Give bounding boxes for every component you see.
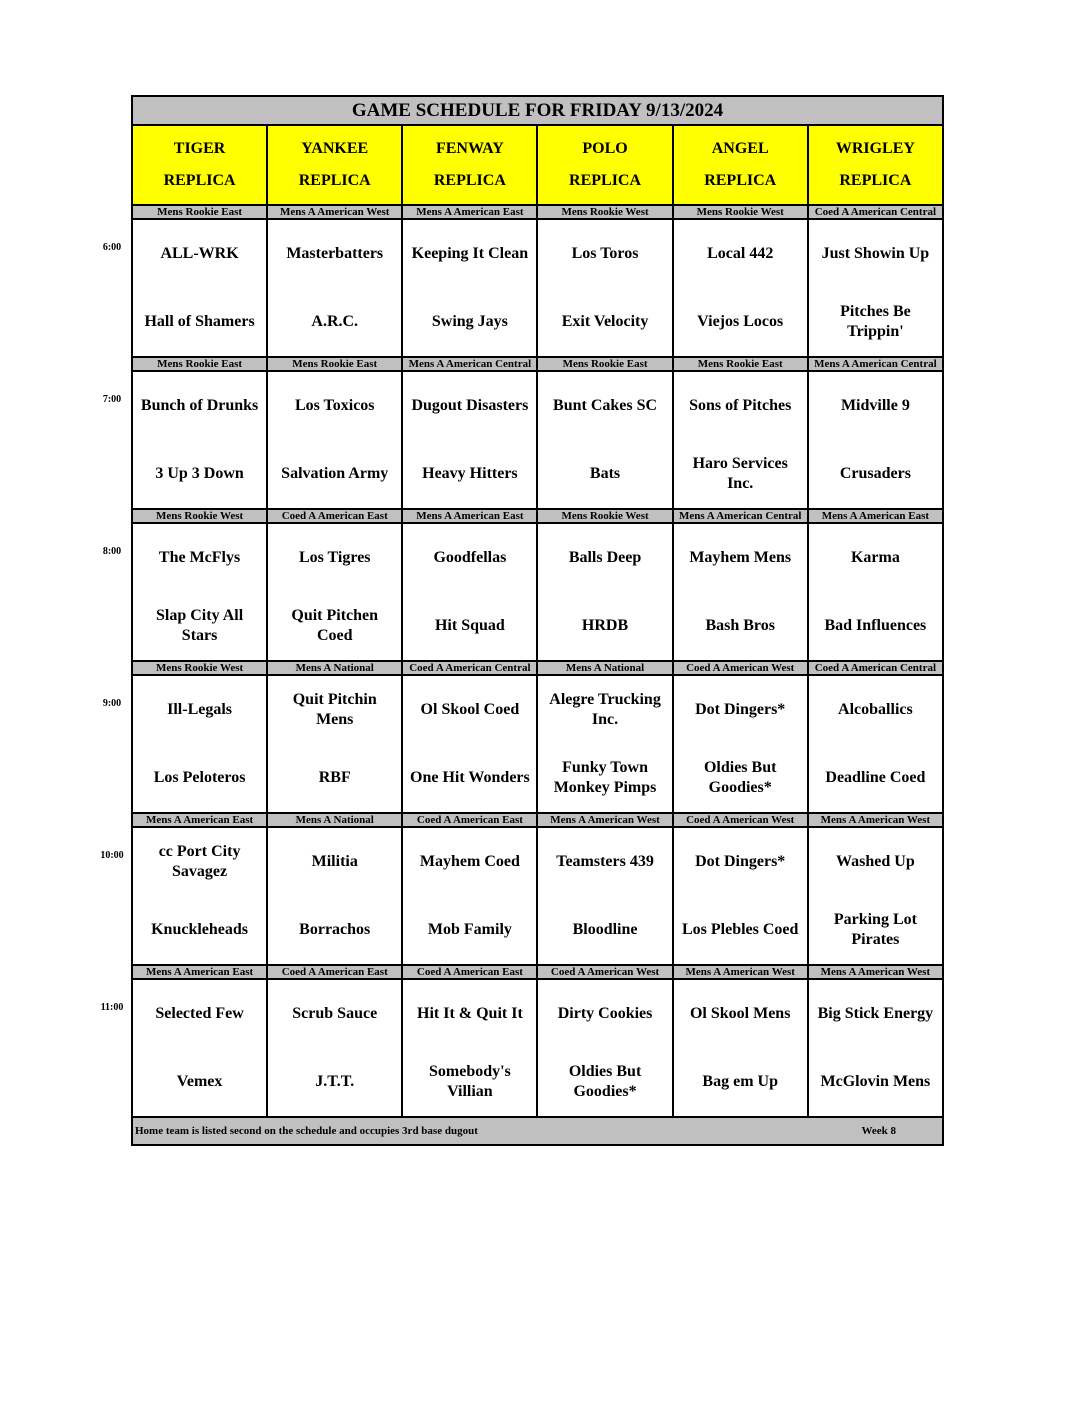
matchup-cell — [267, 371, 402, 509]
matchup-cell — [673, 523, 808, 661]
away-team: Los Tigres — [298, 549, 371, 566]
home-team: Salvation Army — [281, 465, 389, 482]
matchup-cell — [808, 979, 943, 1117]
home-team: Bag em Up — [702, 1073, 778, 1090]
field-header: YANKEE REPLICA — [267, 125, 402, 205]
away-team: Quit Pitchin Mens — [292, 691, 377, 728]
home-team: Bash Bros — [705, 617, 775, 634]
home-team: Hit Squad — [434, 617, 505, 634]
home-team: Borrachos — [299, 921, 371, 938]
away-team: Ol Skool Mens — [689, 1005, 791, 1022]
field-header: ANGEL REPLICA — [673, 125, 808, 205]
division-label: Mens A American Central — [808, 357, 943, 371]
division-label: Mens A American Central — [402, 357, 537, 371]
division-label: Mens A American West — [673, 965, 808, 979]
matchup-cell — [402, 827, 537, 965]
division-row — [132, 965, 943, 979]
matchup-cell — [402, 979, 537, 1117]
matchup-cell — [402, 675, 537, 813]
division-label: Coed A American East — [402, 965, 537, 979]
away-team: Teamsters 439 — [556, 853, 654, 870]
time-label: 7:00 — [102, 394, 122, 405]
division-label: Coed A American East — [402, 813, 537, 827]
division-label: Mens A American East — [132, 813, 267, 827]
schedule-table — [131, 95, 944, 1146]
away-team: Keeping It Clean — [411, 245, 529, 262]
division-label: Mens A National — [537, 661, 672, 675]
home-team: Slap City All Stars — [156, 607, 244, 644]
home-team: HRDB — [581, 617, 629, 634]
home-team: Pitches Be Trippin' — [840, 303, 911, 340]
home-team: Oldies But Goodies* — [568, 1063, 642, 1100]
away-team: Scrub Sauce — [292, 1005, 378, 1022]
away-team: Alegre Trucking Inc. — [549, 691, 661, 728]
matchup-cell — [673, 979, 808, 1117]
division-row — [132, 661, 943, 675]
home-team: A.R.C. — [311, 313, 359, 330]
division-label: Mens Rookie East — [132, 205, 267, 219]
time-label: 6:00 — [102, 242, 122, 253]
footer-note: Home team is listed second on the schedule and occupies 3rd base dugout — [135, 1125, 478, 1137]
away-team: Karma — [850, 549, 900, 566]
away-team: Dot Dingers* — [695, 701, 786, 718]
home-team: Viejos Locos — [697, 313, 784, 330]
field-header: FENWAY REPLICA — [402, 125, 537, 205]
schedule-title: GAME SCHEDULE FOR FRIDAY 9/13/2024 — [132, 96, 943, 125]
matchup-cell — [402, 219, 537, 357]
matchup-cell — [267, 979, 402, 1117]
away-team: Bunch of Drunks — [140, 397, 259, 414]
away-team: Alcoballics — [838, 701, 913, 718]
division-label: Coed A American Central — [808, 661, 943, 675]
away-team: Just Showin Up — [821, 245, 930, 262]
away-team: Dot Dingers* — [695, 853, 786, 870]
home-team: Crusaders — [839, 465, 911, 482]
time-label: 10:00 — [100, 850, 124, 861]
field-header: WRIGLEY REPLICA — [808, 125, 943, 205]
away-team: Selected Few — [155, 1005, 244, 1022]
away-team: Washed Up — [836, 853, 915, 870]
away-team: Sons of Pitches — [689, 397, 792, 414]
division-label: Coed A American Central — [808, 205, 943, 219]
away-team: Dirty Cookies — [557, 1005, 653, 1022]
division-label: Mens Rookie West — [537, 205, 672, 219]
home-team: Bad Influences — [824, 617, 927, 634]
matchup-cell — [132, 979, 267, 1117]
away-team: Mayhem Mens — [689, 549, 792, 566]
home-team: Los Peloteros — [153, 769, 246, 786]
home-team: Deadline Coed — [825, 769, 926, 786]
home-team: J.T.T. — [315, 1073, 355, 1090]
division-label: Mens A American East — [402, 509, 537, 523]
division-label: Mens A American West — [267, 205, 402, 219]
time-label: 8:00 — [102, 546, 122, 557]
away-team: Dugout Disasters — [411, 397, 529, 414]
division-label: Mens A American West — [808, 965, 943, 979]
matchup-cell — [132, 371, 267, 509]
footer-bar — [132, 1117, 943, 1145]
division-label: Mens A American East — [808, 509, 943, 523]
division-label: Mens A American East — [402, 205, 537, 219]
division-label: Mens Rookie West — [132, 509, 267, 523]
matchup-cell — [673, 371, 808, 509]
matchup-cell — [808, 371, 943, 509]
home-team: Knuckleheads — [151, 921, 249, 938]
division-label: Mens A American West — [537, 813, 672, 827]
matchup-row — [132, 523, 943, 661]
matchup-cell — [808, 827, 943, 965]
division-label: Coed A American East — [267, 509, 402, 523]
home-team: 3 Up 3 Down — [155, 465, 244, 482]
home-team: McGlovin Mens — [820, 1073, 931, 1090]
away-team: Militia — [311, 853, 358, 870]
away-team: Goodfellas — [433, 549, 507, 566]
division-label: Mens Rookie West — [673, 205, 808, 219]
division-label: Mens Rookie East — [132, 357, 267, 371]
matchup-cell — [673, 827, 808, 965]
away-team: The McFlys — [158, 549, 241, 566]
division-label: Mens Rookie East — [537, 357, 672, 371]
away-team: Mayhem Coed — [419, 853, 520, 870]
matchup-cell — [132, 523, 267, 661]
away-team: Local 442 — [707, 245, 774, 262]
away-team: Masterbatters — [286, 245, 384, 262]
division-label: Mens Rookie East — [673, 357, 808, 371]
matchup-cell — [808, 675, 943, 813]
time-slots — [132, 205, 943, 1117]
division-label: Mens A American East — [132, 965, 267, 979]
home-team: Oldies But Goodies* — [703, 759, 777, 796]
matchup-row — [132, 219, 943, 357]
home-team: Somebody's Villian — [428, 1063, 511, 1100]
home-team: Hall of Shamers — [144, 313, 255, 330]
matchup-cell — [132, 219, 267, 357]
division-label: Mens Rookie West — [132, 661, 267, 675]
matchup-row — [132, 979, 943, 1117]
division-row — [132, 357, 943, 371]
away-team: Balls Deep — [568, 549, 642, 566]
matchup-cell — [402, 523, 537, 661]
division-label: Mens A American Central — [673, 509, 808, 523]
matchup-cell — [132, 827, 267, 965]
home-team: Los Plebles Coed — [681, 921, 799, 938]
away-team: Bunt Cakes SC — [553, 397, 658, 414]
matchup-cell — [537, 675, 672, 813]
away-team: Big Stick Energy — [817, 1005, 934, 1022]
away-team: Los Toros — [571, 245, 639, 262]
home-team: Mob Family — [427, 921, 512, 938]
home-team: Vemex — [176, 1073, 223, 1090]
home-team: Swing Jays — [431, 313, 508, 330]
matchup-cell — [267, 219, 402, 357]
time-label: 11:00 — [100, 1002, 124, 1013]
matchup-cell — [267, 675, 402, 813]
matchup-cell — [673, 219, 808, 357]
time-label: 9:00 — [102, 698, 122, 709]
home-team: One Hit Wonders — [410, 769, 530, 786]
division-label: Mens A American West — [808, 813, 943, 827]
matchup-row — [132, 675, 943, 813]
home-team: Bats — [589, 465, 621, 482]
away-team: Ill-Legals — [167, 701, 233, 718]
division-label: Coed A American East — [267, 965, 402, 979]
home-team: Funky Town Monkey Pimps — [553, 759, 657, 796]
division-label: Coed A American West — [673, 661, 808, 675]
matchup-cell — [537, 827, 672, 965]
matchup-row — [132, 827, 943, 965]
matchup-cell — [537, 523, 672, 661]
home-team: Exit Velocity — [561, 313, 649, 330]
field-header: TIGER REPLICA — [132, 125, 267, 205]
home-team: Haro Services Inc. — [692, 455, 788, 492]
division-label: Coed A American West — [537, 965, 672, 979]
matchup-cell — [808, 219, 943, 357]
matchup-cell — [267, 827, 402, 965]
home-team: Heavy Hitters — [422, 465, 518, 482]
matchup-cell — [537, 219, 672, 357]
matchup-cell — [402, 371, 537, 509]
matchup-row — [132, 371, 943, 509]
division-row — [132, 813, 943, 827]
away-team: Midville 9 — [840, 397, 910, 414]
matchup-cell — [267, 523, 402, 661]
field-header: POLO REPLICA — [537, 125, 672, 205]
matchup-cell — [537, 979, 672, 1117]
matchup-cell — [673, 675, 808, 813]
division-row — [132, 205, 943, 219]
matchup-cell — [537, 371, 672, 509]
matchup-cell — [808, 523, 943, 661]
division-label: Coed A American West — [673, 813, 808, 827]
away-team: cc Port City Savagez — [158, 843, 241, 880]
away-team: Ol Skool Coed — [420, 701, 520, 718]
home-team: RBF — [318, 769, 351, 786]
home-team: Quit Pitchen Coed — [291, 607, 379, 644]
home-team: Bloodline — [572, 921, 638, 938]
division-row — [132, 509, 943, 523]
division-label: Coed A American Central — [402, 661, 537, 675]
division-label: Mens Rookie East — [267, 357, 402, 371]
away-team: ALL-WRK — [160, 245, 239, 262]
division-label: Mens A National — [267, 661, 402, 675]
away-team: Los Toxicos — [294, 397, 375, 414]
week-label: Week 8 — [861, 1125, 896, 1137]
division-label: Mens Rookie West — [537, 509, 672, 523]
division-label: Mens A National — [267, 813, 402, 827]
field-header-row — [132, 125, 943, 205]
matchup-cell — [132, 675, 267, 813]
away-team: Hit It & Quit It — [417, 1005, 523, 1022]
home-team: Parking Lot Pirates — [833, 911, 917, 948]
